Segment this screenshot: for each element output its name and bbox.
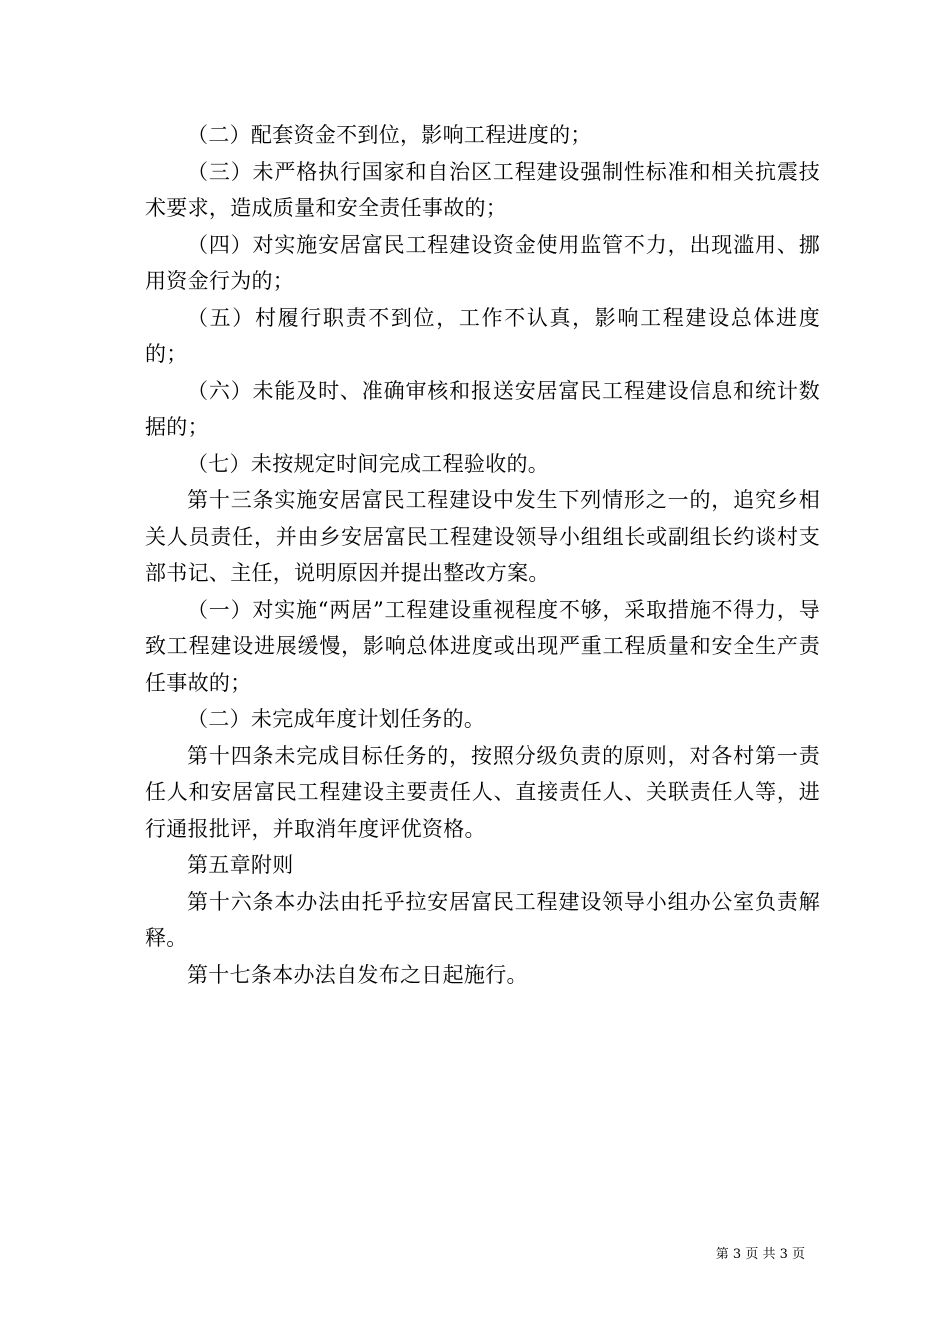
page-number-footer: 第 3 页 共 3 页 — [715, 1247, 805, 1262]
paragraph-item-6: （六）未能及时、准确审核和报送安居富民工程建设信息和统计数据的； — [145, 378, 820, 439]
article-13-item-1: （一）对实施“两居”工程建设重视程度不够，采取措施不得力，导致工程建设进展缓慢，影响总体进度或出现严重工程质量和安全生产责任事故的； — [145, 597, 820, 695]
paragraph-item-2: （二）配套资金不到位，影响工程进度的； — [187, 123, 592, 147]
article-13: 第十三条实施安居富民工程建设中发生下列情形之一的，追究乡相关人员责任，并由乡安居富民工程建设领导小组组长或副组长约谈村支部书记、主任，说明原因并提出整改方案。 — [145, 488, 820, 585]
paragraph-item-3: （三）未严格执行国家和自治区工程建设强制性标准和相关抗震技术要求，造成质量和安全责任事故的； — [145, 159, 820, 220]
article-16: 第十六条本办法由托乎拉安居富民工程建设领导小组办公室负责解释。 — [145, 889, 820, 950]
chapter-5-heading: 第五章附则 — [187, 853, 294, 877]
article-14: 第十四条未完成目标任务的，按照分级负责的原则，对各村第一责任人和安居富民工程建设主要责任人、直接责任人、关联责任人等，进行通报批评，并取消年度评优资格。 — [145, 743, 820, 841]
article-13-item-2: （二）未完成年度计划任务的。 — [187, 707, 486, 731]
paragraph-item-4: （四）对实施安居富民工程建设资金使用监管不力，出现滥用、挪用资金行为的； — [145, 232, 820, 293]
paragraph-item-5: （五）村履行职责不到位，工作不认真，影响工程建设总体进度的； — [145, 305, 820, 366]
paragraph-item-7: （七）未按规定时间完成工程验收的。 — [187, 451, 550, 476]
article-17: 第十七条本办法自发布之日起施行。 — [187, 962, 528, 987]
document-body — [145, 117, 820, 993]
